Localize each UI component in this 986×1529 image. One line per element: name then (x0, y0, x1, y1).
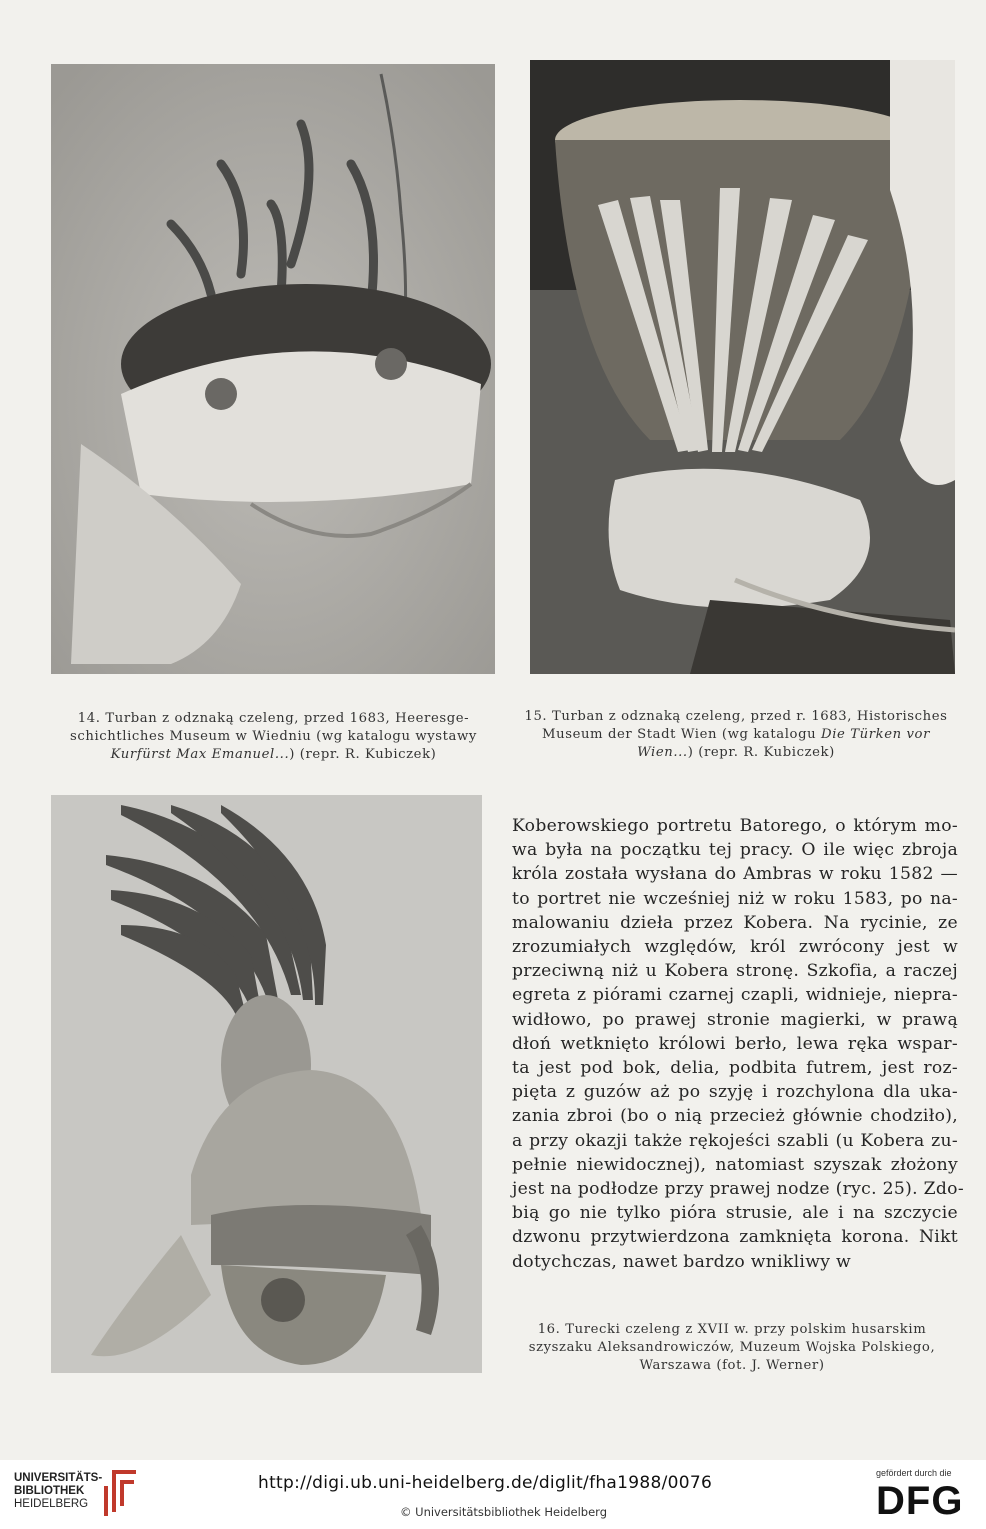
library-name-line: UNIVERSITÄTS- (14, 1472, 103, 1484)
catalog-title-cont: Wien... (637, 745, 688, 760)
caption-line (514, 726, 958, 744)
caption-line: 16. Turecki czeleng z XVII w. przy polskim husarskim (537, 1322, 927, 1337)
library-emblem-icon (100, 1466, 140, 1516)
body-text-line: pełnie niewidocznej), natomiast szyszak złożony (512, 1154, 958, 1175)
body-text-line: egreta z piórami czarnej czapli, widnieje, niepra- (512, 985, 958, 1006)
caption-line (51, 746, 496, 764)
library-name-line: BIBLIOTHEK (14, 1485, 85, 1497)
catalog-title: Die Türken vor (821, 727, 930, 742)
body-text-line: pięta z guzów aż po szyję i rozchylona dla uka- (512, 1082, 958, 1103)
body-text-line: jest na podłodze przy prawej nodze (ryc. 25). Zdo- (512, 1179, 964, 1200)
caption-credit: ) (repr. R. Kubiczek) (687, 745, 835, 760)
body-text-line: Koberowskiego portretu Batorego, o którym mo- (512, 816, 958, 836)
body-text-line: bią go nie tylko pióra strusie, ale i na szczycie (512, 1203, 958, 1224)
library-name-line: HEIDELBERG (14, 1498, 89, 1510)
figure-14-photo (51, 64, 495, 674)
body-text-line: zrozumiałych względów, król zwrócony jest w (512, 937, 958, 958)
body-text-line: wa była na początku tej pracy. O ile więc zbroja (512, 840, 958, 861)
figure-14-caption (51, 710, 496, 764)
caption-credit: ) (repr. R. Kubiczek) (289, 747, 437, 762)
library-logo[interactable] (14, 1472, 102, 1511)
caption-line: szyszaku Aleksandrowiczów, Muzeum Wojska Polskiego, (528, 1340, 936, 1355)
body-text (512, 814, 964, 1274)
body-text-line: a przy okazji także rękojeści szabli (u Kobera zu- (512, 1130, 958, 1151)
catalog-title: Kurfürst Max Emanuel... (110, 747, 290, 762)
caption-line: schichtliches Museum w Wiedniu (wg katalogu wystawy (70, 729, 477, 744)
caption-line: 15. Turban z odznaką czeleng, przed r. 1683, Historisches (524, 709, 948, 724)
body-text-line: widłowo, po prawej stronie magierki, w prawą (512, 1009, 958, 1030)
caption-line: Warszawa (fot. J. Werner) (639, 1358, 825, 1373)
sponsor-label: gefördert durch die (876, 1468, 952, 1478)
body-text-line: zania zbroi (bo o nią przecież głównie chodziło), (512, 1106, 958, 1127)
body-text-line: to portret nie wcześniej niż w roku 1583, po na- (512, 888, 958, 909)
figure-16-caption (510, 1321, 954, 1375)
body-text-line: króla została wysłana do Ambras w roku 1582 — (512, 864, 958, 885)
body-text-line: malowaniu dzieła przez Kobera. Na rycinie, ze (512, 912, 958, 933)
dfg-logo[interactable]: DFG (876, 1479, 964, 1523)
body-text-line: dłoń wetknięto królowi berło, lewa ręka wspar- (512, 1033, 958, 1054)
figure-16-photo (51, 795, 482, 1373)
body-text-line: dotychczas, nawet bardzo wnikliwy w (512, 1251, 852, 1272)
caption-line: 14. Turban z odznaką czeleng, przed 1683, Heeresge- (77, 711, 470, 726)
body-text-line: ta jest pod bok, delia, podbita futrem, jest roz- (512, 1058, 958, 1079)
figure-15-caption (514, 708, 958, 762)
caption-line (514, 744, 958, 762)
caption-text: Museum der Stadt Wien (wg katalogu (542, 727, 822, 742)
figure-15-photo (530, 60, 955, 674)
copyright-notice: © Universitätsbibliothek Heidelberg (400, 1505, 608, 1519)
body-text-line: przeciwną niż u Kobera stronę. Szkofia, a raczej (512, 961, 958, 982)
permalink-url[interactable]: http://digi.ub.uni-heidelberg.de/diglit/fha1988/0076 (258, 1473, 713, 1493)
body-text-line: dzwonu przytwierdzona zamknięta korona. Nikt (512, 1227, 958, 1248)
